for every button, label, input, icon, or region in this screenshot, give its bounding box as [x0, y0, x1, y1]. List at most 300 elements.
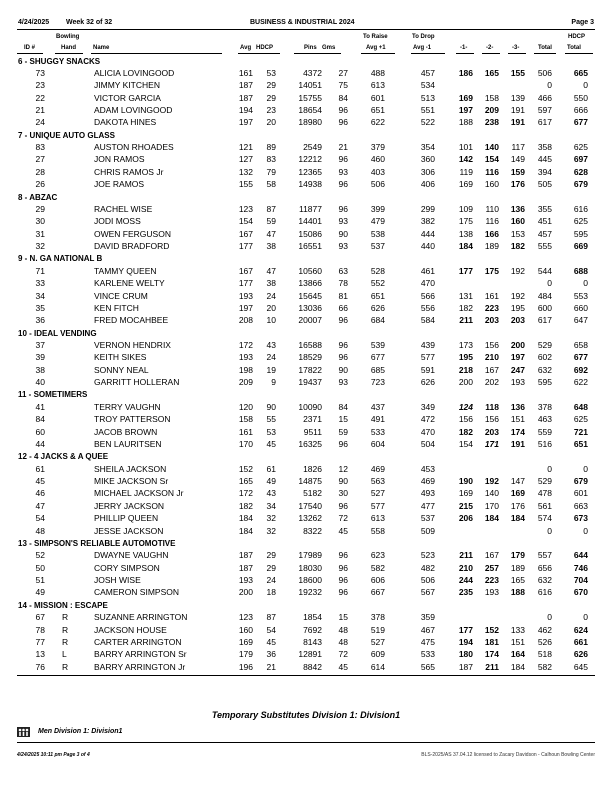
- cell-raise: 533: [370, 426, 385, 437]
- cell-raise: 667: [370, 587, 385, 598]
- cell-g3: 136: [510, 203, 525, 214]
- cell-drop: 591: [420, 364, 435, 375]
- cell-htotal: 644: [573, 550, 588, 561]
- cell-drop: 534: [420, 80, 435, 91]
- cell-pins: 18600: [298, 575, 322, 586]
- cell-pins: 1826: [303, 463, 322, 474]
- cell-gms: 84: [338, 401, 348, 412]
- cell-hand: L: [62, 649, 67, 660]
- cell-avg: 123: [238, 612, 253, 623]
- cell-gms: 96: [338, 587, 348, 598]
- cell-g3: 193: [510, 377, 525, 388]
- cell-hdcp: 29: [266, 550, 276, 561]
- cell-pins: 5182: [303, 488, 322, 499]
- cell-g2: 211: [485, 661, 499, 672]
- cell-id: 54: [35, 513, 45, 524]
- cell-g3: 191: [510, 104, 525, 115]
- cell-avg: 132: [238, 166, 253, 177]
- cell-name: DAKOTA HINES: [94, 117, 157, 128]
- cell-g1: 184: [458, 241, 473, 252]
- player-row: [0, 637, 612, 649]
- cell-name: JOSH WISE: [94, 575, 141, 586]
- hand-header: Hand: [61, 45, 76, 51]
- week-label: Week 32 of 32: [66, 19, 113, 26]
- player-row: [0, 117, 612, 129]
- cell-htotal: 660: [573, 302, 588, 313]
- cell-total: 561: [537, 500, 552, 511]
- cell-gms: 48: [338, 624, 348, 635]
- cell-avg: 193: [238, 290, 253, 301]
- player-row: [0, 216, 612, 228]
- cell-htotal: 0: [583, 278, 588, 289]
- cell-drop: 504: [420, 438, 435, 449]
- cell-g2: 171: [484, 438, 499, 449]
- cell-hdcp: 53: [266, 426, 276, 437]
- player-row: [0, 241, 612, 253]
- player-row: [0, 575, 612, 587]
- raise-underline: [361, 53, 395, 54]
- cell-htotal: 670: [573, 587, 588, 598]
- cell-pins: 7692: [303, 624, 322, 635]
- cell-name: CORY SIMPSON: [94, 562, 160, 573]
- hdcp-top-header: HDCP: [568, 34, 586, 40]
- cell-g3: 117: [511, 142, 525, 153]
- id-header: ID #: [24, 45, 36, 51]
- cell-total: 394: [537, 166, 552, 177]
- cell-g1: 190: [458, 476, 473, 487]
- cell-avg: 196: [238, 661, 253, 672]
- cell-g2: 238: [484, 117, 499, 128]
- cell-drop: 565: [420, 661, 435, 672]
- cell-htotal: 550: [573, 92, 588, 103]
- player-row: [0, 464, 612, 476]
- cell-gms: 93: [338, 166, 348, 177]
- cell-id: 35: [35, 302, 45, 313]
- cell-g2: 116: [485, 216, 499, 227]
- player-row: [0, 526, 612, 538]
- cell-name: JACKSON HOUSE: [94, 624, 167, 635]
- avg-minus1-header: Avg -1: [413, 45, 432, 51]
- player-row: [0, 476, 612, 488]
- cell-avg: 161: [238, 67, 253, 78]
- cell-total: 595: [537, 377, 552, 388]
- cell-pins: 16588: [298, 340, 322, 350]
- pins-header: Pins: [304, 45, 317, 51]
- cell-name: JIMMY KITCHEN: [94, 80, 160, 91]
- cell-id: 27: [35, 154, 45, 165]
- cell-pins: 1854: [303, 612, 322, 623]
- cell-gms: 90: [338, 476, 348, 487]
- cell-avg: 169: [238, 636, 253, 647]
- cell-g3: 151: [510, 636, 525, 647]
- game3-header: -3-: [512, 45, 520, 51]
- cell-gms: 72: [338, 649, 348, 660]
- cell-pins: 14051: [298, 80, 322, 91]
- cell-raise: 626: [370, 302, 385, 313]
- cell-name: TROY PATTERSON: [94, 414, 171, 425]
- player-row: [0, 340, 612, 352]
- cell-pins: 2549: [303, 142, 322, 153]
- cell-htotal: 624: [573, 624, 588, 635]
- cell-g1: 177: [458, 624, 473, 635]
- cell-name: CARTER ARRINGTON: [94, 636, 182, 647]
- cell-g3: 151: [510, 414, 525, 425]
- cell-name: KEN FITCH: [94, 302, 139, 313]
- cell-avg: 154: [238, 216, 253, 227]
- cell-htotal: 663: [573, 500, 588, 511]
- cell-gms: 96: [338, 438, 348, 449]
- cell-name: BEN LAURITSEN: [94, 438, 162, 449]
- cell-total: 355: [537, 203, 552, 214]
- cell-avg: 198: [238, 364, 253, 375]
- cell-total: 557: [537, 550, 552, 561]
- cell-id: 46: [35, 488, 45, 499]
- team-header: 8 - ABZAC: [18, 192, 58, 202]
- cell-total: 616: [537, 587, 552, 598]
- cell-htotal: 625: [573, 414, 588, 425]
- cell-g1: 169: [458, 92, 473, 103]
- cell-drop: 551: [420, 104, 435, 115]
- cell-raise: 437: [370, 401, 385, 412]
- cell-name: JON RAMOS: [94, 154, 145, 165]
- player-row: [0, 278, 612, 290]
- cell-hdcp: 9: [271, 377, 276, 388]
- cell-gms: 96: [338, 575, 348, 586]
- cell-hdcp: 79: [266, 166, 276, 177]
- cell-g1: 186: [458, 67, 473, 78]
- name-underline: [91, 53, 222, 54]
- cell-raise: 684: [370, 315, 385, 326]
- cell-drop: 306: [420, 166, 435, 177]
- g2-underline: [482, 53, 500, 54]
- cell-total: 358: [537, 142, 552, 153]
- cell-g1: 177: [458, 265, 473, 276]
- cell-g1: 206: [458, 513, 473, 524]
- cell-avg: 193: [238, 352, 253, 363]
- cell-g2: 161: [484, 290, 499, 301]
- cell-htotal: 704: [573, 575, 588, 586]
- cell-pins: 16325: [298, 438, 322, 449]
- cell-hdcp: 49: [266, 476, 276, 487]
- cell-g2: 167: [484, 550, 499, 561]
- cell-raise: 606: [370, 575, 385, 586]
- cell-g1: 173: [458, 340, 473, 350]
- cell-avg: 165: [238, 476, 253, 487]
- cell-hdcp: 89: [266, 142, 276, 153]
- cell-name: MIKE JACKSON Sr: [94, 476, 169, 487]
- avg-header: Avg: [240, 45, 252, 51]
- cell-total: 617: [537, 315, 552, 326]
- cell-g2: 167: [484, 364, 499, 375]
- cell-g2: 203: [484, 315, 499, 326]
- cell-total: 0: [547, 612, 552, 623]
- cell-gms: 96: [338, 315, 348, 326]
- cell-name: JESSE JACKSON: [94, 525, 164, 536]
- cell-gms: 75: [338, 80, 348, 91]
- cell-raise: 403: [370, 166, 385, 177]
- cell-htotal: 626: [573, 649, 588, 660]
- cell-gms: 48: [338, 636, 348, 647]
- name-header: Name: [93, 45, 110, 51]
- cell-g2: 203: [484, 426, 499, 437]
- cell-htotal: 679: [573, 476, 588, 487]
- cell-id: 76: [35, 661, 45, 672]
- cell-raise: 379: [370, 142, 385, 153]
- cell-name: OWEN FERGUSON: [94, 228, 171, 239]
- cell-pins: 18030: [298, 562, 322, 573]
- cell-pins: 15645: [298, 290, 322, 301]
- cell-name: DWAYNE VAUGHN: [94, 550, 169, 561]
- cell-raise: 519: [370, 624, 385, 635]
- cell-raise: 378: [370, 612, 385, 623]
- cell-g1: 235: [458, 587, 473, 598]
- cell-gms: 96: [338, 154, 348, 165]
- cell-hdcp: 19: [266, 364, 276, 375]
- cell-htotal: 553: [573, 290, 588, 301]
- cell-name: TAMMY QUEEN: [94, 265, 157, 276]
- cell-raise: 723: [370, 377, 385, 388]
- cell-g3: 192: [510, 265, 525, 276]
- cell-g2: 209: [484, 104, 499, 115]
- cell-total: 555: [537, 241, 552, 252]
- cell-avg: 179: [238, 649, 253, 660]
- cell-raise: 399: [370, 203, 385, 214]
- cell-g1: 154: [458, 438, 473, 449]
- cell-gms: 84: [338, 92, 348, 103]
- cell-avg: 197: [238, 302, 253, 313]
- cell-hdcp: 43: [266, 488, 276, 499]
- cell-drop: 556: [420, 302, 435, 313]
- cell-avg: 158: [238, 414, 253, 425]
- player-row: [0, 105, 612, 117]
- cell-htotal: 658: [573, 340, 588, 350]
- cell-pins: 17989: [298, 550, 322, 561]
- hand-underline: [55, 53, 83, 54]
- cell-g1: 182: [458, 426, 473, 437]
- cell-g1: 124: [458, 401, 473, 412]
- cell-g2: 257: [484, 562, 499, 573]
- cell-total: 632: [537, 575, 552, 586]
- cell-id: 47: [35, 500, 45, 511]
- player-row: [0, 179, 612, 191]
- cell-hdcp: 38: [266, 278, 276, 289]
- cell-g2: 152: [484, 624, 499, 635]
- player-row: [0, 315, 612, 327]
- cell-avg: 155: [238, 179, 253, 190]
- cell-id: 61: [35, 463, 45, 474]
- cell-id: 31: [35, 228, 45, 239]
- cell-gms: 93: [338, 377, 348, 388]
- cell-id: 30: [35, 216, 45, 227]
- cell-g3: 159: [510, 166, 525, 177]
- cell-raise: 460: [370, 154, 385, 165]
- cell-hand: R: [62, 612, 69, 623]
- cell-gms: 90: [338, 228, 348, 239]
- cell-g1: 142: [458, 154, 473, 165]
- cell-id: 29: [35, 203, 45, 214]
- player-row: [0, 402, 612, 414]
- total-underline: [534, 53, 556, 54]
- cell-g3: 165: [510, 575, 525, 586]
- cell-total: 463: [537, 414, 552, 425]
- cell-id: 48: [35, 525, 45, 536]
- player-row: [0, 501, 612, 513]
- player-row: [0, 303, 612, 315]
- cell-g1: 197: [458, 104, 473, 115]
- cell-gms: 12: [338, 463, 348, 474]
- cell-id: 49: [35, 587, 45, 598]
- cell-hand: R: [62, 624, 69, 635]
- cell-g1: 180: [458, 649, 473, 660]
- cell-id: 78: [35, 624, 45, 635]
- cell-hdcp: 61: [266, 463, 276, 474]
- cell-id: 32: [35, 241, 45, 252]
- cell-drop: 482: [420, 562, 435, 573]
- cell-id: 28: [35, 166, 45, 177]
- bowling-header: Bowling: [56, 34, 80, 40]
- cell-gms: 59: [338, 426, 348, 437]
- cell-htotal: 645: [573, 661, 588, 672]
- cell-g3: 164: [510, 649, 525, 660]
- cell-htotal: 595: [573, 228, 588, 239]
- cell-hdcp: 10: [266, 315, 276, 326]
- cell-drop: 537: [420, 513, 435, 524]
- cell-drop: 506: [420, 575, 435, 586]
- cell-g1: 175: [458, 216, 473, 227]
- cell-g2: 165: [484, 67, 499, 78]
- cell-avg: 172: [238, 488, 253, 499]
- cell-raise: 527: [370, 488, 385, 499]
- cell-g1: 211: [459, 315, 473, 326]
- team-header: 9 - N. GA NATIONAL B: [18, 254, 103, 264]
- cell-gms: 90: [338, 364, 348, 375]
- cell-name: KARLENE WELTY: [94, 278, 165, 289]
- cell-raise: 651: [370, 290, 385, 301]
- cell-id: 60: [35, 426, 45, 437]
- cell-total: 466: [537, 92, 552, 103]
- cell-raise: 506: [370, 179, 385, 190]
- cell-htotal: 648: [573, 401, 588, 412]
- cell-raise: 577: [370, 500, 385, 511]
- cell-gms: 66: [338, 302, 348, 313]
- cell-g1: 188: [458, 117, 473, 128]
- cell-gms: 45: [338, 525, 348, 536]
- hdcp-header: HDCP: [256, 45, 274, 51]
- cell-g3: 191: [510, 117, 525, 128]
- cell-pins: 4372: [303, 67, 322, 78]
- cell-raise: 651: [370, 104, 385, 115]
- cell-avg: 197: [238, 117, 253, 128]
- page-label: Page 3: [571, 19, 594, 26]
- cell-g1: 131: [458, 290, 473, 301]
- cell-hdcp: 34: [266, 500, 276, 511]
- cell-raise: 609: [370, 649, 385, 660]
- cell-htotal: 0: [583, 612, 588, 623]
- team-header: 6 - SHUGGY SNACKS: [18, 56, 101, 66]
- cell-hdcp: 29: [266, 92, 276, 103]
- cell-avg: 184: [238, 513, 253, 524]
- cell-hdcp: 83: [266, 154, 276, 165]
- cell-drop: 444: [420, 228, 435, 239]
- cell-name: CAMERON SIMPSON: [94, 587, 180, 598]
- cell-total: 445: [537, 154, 552, 165]
- cell-total: 582: [537, 661, 552, 672]
- league-title: BUSINESS & INDUSTRIAL 2024: [250, 19, 355, 26]
- avg-plus1-header: Avg +1: [366, 45, 386, 51]
- cell-g2: 166: [484, 228, 499, 239]
- cell-htotal: 0: [583, 80, 588, 91]
- cell-avg: 127: [238, 154, 253, 165]
- player-row: [0, 266, 612, 278]
- cell-g2: 110: [485, 203, 499, 214]
- cell-total: 597: [537, 104, 552, 115]
- cell-avg: 177: [238, 278, 253, 289]
- cell-raise: 558: [370, 525, 385, 536]
- player-row: [0, 513, 612, 525]
- cell-drop: 467: [420, 624, 435, 635]
- player-row: [0, 414, 612, 426]
- cell-g1: 138: [458, 228, 473, 239]
- cell-g3: 203: [510, 315, 525, 326]
- cell-drop: 406: [420, 179, 435, 190]
- cell-drop: 354: [420, 142, 435, 153]
- cell-drop: 472: [420, 414, 435, 425]
- cell-gms: 96: [338, 203, 348, 214]
- cell-raise: 582: [370, 562, 385, 573]
- cell-g1: 244: [458, 575, 473, 586]
- cell-g1: 101: [458, 142, 473, 153]
- player-row: [0, 427, 612, 439]
- cell-name: GARRITT HOLLERAN: [94, 377, 180, 388]
- player-row: [0, 662, 612, 674]
- cell-g2: 210: [484, 352, 499, 363]
- gms-header: Gms: [322, 45, 336, 51]
- cell-gms: 96: [338, 179, 348, 190]
- cell-name: VINCE CRUM: [94, 290, 148, 301]
- cell-g2: 175: [484, 265, 499, 276]
- cell-gms: 93: [338, 216, 348, 227]
- cell-raise: 677: [370, 352, 385, 363]
- game2-header: -2-: [486, 45, 494, 51]
- report-date: 4/24/2025: [18, 19, 50, 26]
- cell-raise: 488: [370, 67, 385, 78]
- cell-pins: 18980: [298, 117, 322, 128]
- cell-raise: 604: [370, 438, 385, 449]
- cell-drop: 533: [420, 649, 435, 660]
- cell-hdcp: 18: [266, 587, 276, 598]
- cell-htotal: 661: [573, 636, 588, 647]
- cell-total: 544: [537, 265, 552, 276]
- cell-hdcp: 32: [266, 525, 276, 536]
- cell-gms: 96: [338, 117, 348, 128]
- cell-raise: 552: [370, 278, 385, 289]
- cell-name: FRED MOCAHBEE: [94, 315, 169, 326]
- cell-id: 33: [35, 278, 45, 289]
- pins-underline: [294, 53, 341, 54]
- cell-hdcp: 21: [266, 661, 276, 672]
- cell-pins: 15086: [298, 228, 322, 239]
- cell-g2: 154: [484, 154, 499, 165]
- cell-raise: 613: [370, 80, 385, 91]
- cell-pins: 16551: [298, 241, 322, 252]
- cell-hdcp: 47: [266, 265, 276, 276]
- cell-g2: 158: [484, 92, 499, 103]
- cell-g1: 215: [458, 500, 473, 511]
- cell-hdcp: 45: [266, 636, 276, 647]
- cell-total: 0: [547, 463, 552, 474]
- cell-htotal: 679: [573, 179, 588, 190]
- cell-g3: 192: [510, 290, 525, 301]
